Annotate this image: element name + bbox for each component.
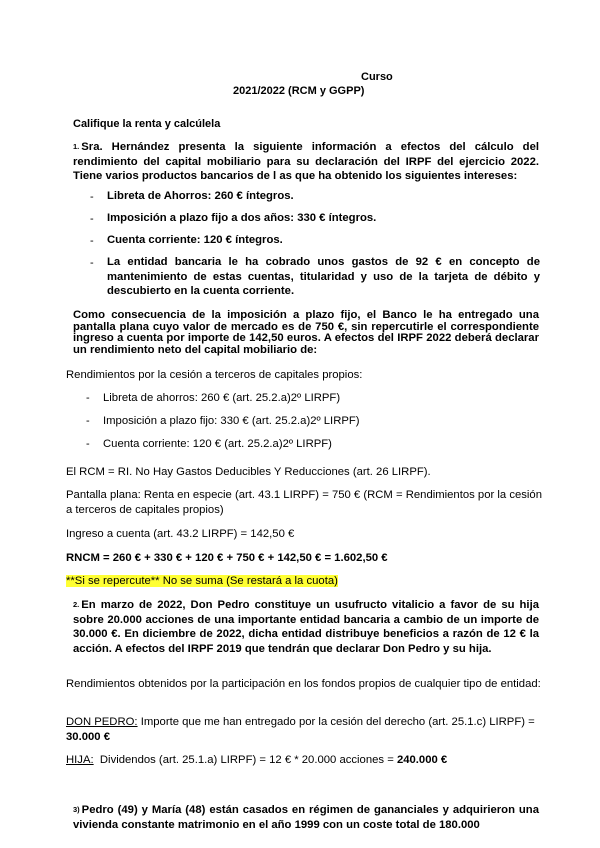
highlight-note — [66, 574, 338, 589]
highlighted-text: **Si se repercute** No se suma (Se restará a la cuota) — [66, 575, 338, 587]
question-number: 1. — [73, 142, 80, 151]
item-text: Libreta de ahorros: 260 € (art. 25.2.a)2º LIRPF) — [103, 392, 341, 404]
answer-1-items — [86, 391, 536, 460]
item-text: Imposición a plazo fijo: 330 € (art. 25.2.a)2º LIRPF) — [103, 415, 360, 427]
hija-text: Dividendos (art. 25.1.a) LIRPF) = 12 € * 20.000 acciones = — [93, 754, 397, 766]
list-item — [90, 189, 540, 211]
hija-value: 240.000 € — [396, 754, 448, 766]
dash-bullet: - — [90, 213, 94, 225]
dash-bullet: - — [86, 392, 90, 404]
rncm-total: RNCM = 260 € + 330 € + 120 € + 750 € + 142,50 € = 1.602,50 € — [66, 552, 388, 564]
course-subtitle: 2021/2022 (RCM y GGPP) — [233, 85, 365, 97]
bullet-text: Cuenta corriente: 120 € íntegros. — [107, 234, 283, 246]
dash-bullet: - — [86, 438, 90, 450]
bullet-text: La entidad bancaria le ha cobrado unos gastos de 92 € en concepto de mantenimiento de estas cuentas, titularidad y uso de la tarjeta de débito y descubierto en la cuenta corriente. — [107, 256, 540, 297]
list-item — [90, 211, 540, 233]
answer-1-intro: Rendimientos por la cesión a terceros de capitales propios: — [66, 369, 363, 381]
question-number: 3) — [73, 805, 80, 814]
don-pedro-text: Importe que me han entregado por la cesión del derecho (art. 25.1.c) LIRPF) = — [137, 716, 535, 728]
dash-bullet: - — [90, 191, 94, 203]
hija-line — [66, 753, 447, 768]
list-item — [86, 391, 536, 414]
list-item — [86, 414, 536, 437]
item-text: Cuenta corriente: 120 € (art. 25.2.a)2º LIRPF) — [103, 438, 332, 450]
don-pedro-line — [66, 715, 546, 745]
question-2 — [73, 598, 539, 656]
question-3 — [73, 803, 539, 832]
question-number: 2. — [73, 600, 80, 609]
list-item — [90, 233, 540, 255]
don-pedro-value: 30.000 € — [66, 731, 110, 743]
question-1 — [73, 140, 539, 184]
list-item — [90, 255, 540, 301]
bullet-text: Imposición a plazo fijo a dos años: 330 € íntegros. — [107, 212, 377, 224]
answer-2-intro: Rendimientos obtenidos por la participación en los fondos propios de cualquier tipo de entidad: — [66, 678, 541, 690]
question-3-text: Pedro (49) y María (48) están casados en régimen de gananciales y adquirieron una vivienda constante matrimonio en el año 1999 con un coste total de 180.000 — [73, 804, 539, 831]
course-label: Curso — [361, 71, 393, 83]
question-1-closing: Como consecuencia de la imposición a plazo fijo, el Banco le ha entregado una pantalla plana cuyo valor de mercado es de 750 €, sin repercutirle el correspondiente ingreso a cuenta por importe de 142,50 euros. A efectos del IRPF 2022 deberá declarar un rendimiento neto del capital mobiliario de: — [73, 309, 539, 356]
dash-bullet: - — [86, 415, 90, 427]
section-heading: Califique la renta y calcúlela — [73, 118, 221, 130]
don-pedro-label: DON PEDRO: — [66, 716, 138, 728]
hija-label: HIJA: — [66, 754, 94, 766]
question-1-text: Sra. Hernández presenta la siguiente información a efectos del cálculo del rendimiento del capital mobiliario para su declaración del IRPF del ejercicio 2022. Tiene varios productos bancarios de l as que ha obtenido los siguientes intereses: — [73, 141, 539, 182]
ingreso-statement: Ingreso a cuenta (art. 43.2 LIRPF) = 142,50 € — [66, 528, 295, 540]
dash-bullet: - — [90, 235, 94, 247]
question-1-bullets — [90, 189, 540, 301]
dash-bullet: - — [90, 257, 94, 269]
list-item — [86, 437, 536, 460]
bullet-text: Libreta de Ahorros: 260 € íntegros. — [107, 190, 294, 202]
question-2-text: En marzo de 2022, Don Pedro constituye un usufructo vitalicio a favor de su hija sobre 20.000 acciones de una importante entidad bancaria a cambio de un importe de 30.000 €. En diciembre de 2022, dicha entidad distribuye beneficios a razón de 12 € la acción. A efectos del IRPF 2019 que tendrán que declarar Don Pedro y su hija. — [73, 599, 539, 655]
pantalla-statement: Pantalla plana: Renta en especie (art. 43.1 LIRPF) = 750 € (RCM = Rendimientos por la cesión a terceros de capitales propios) — [66, 489, 542, 516]
rcm-statement: El RCM = RI. No Hay Gastos Deducibles Y Reducciones (art. 26 LIRPF). — [66, 466, 431, 478]
